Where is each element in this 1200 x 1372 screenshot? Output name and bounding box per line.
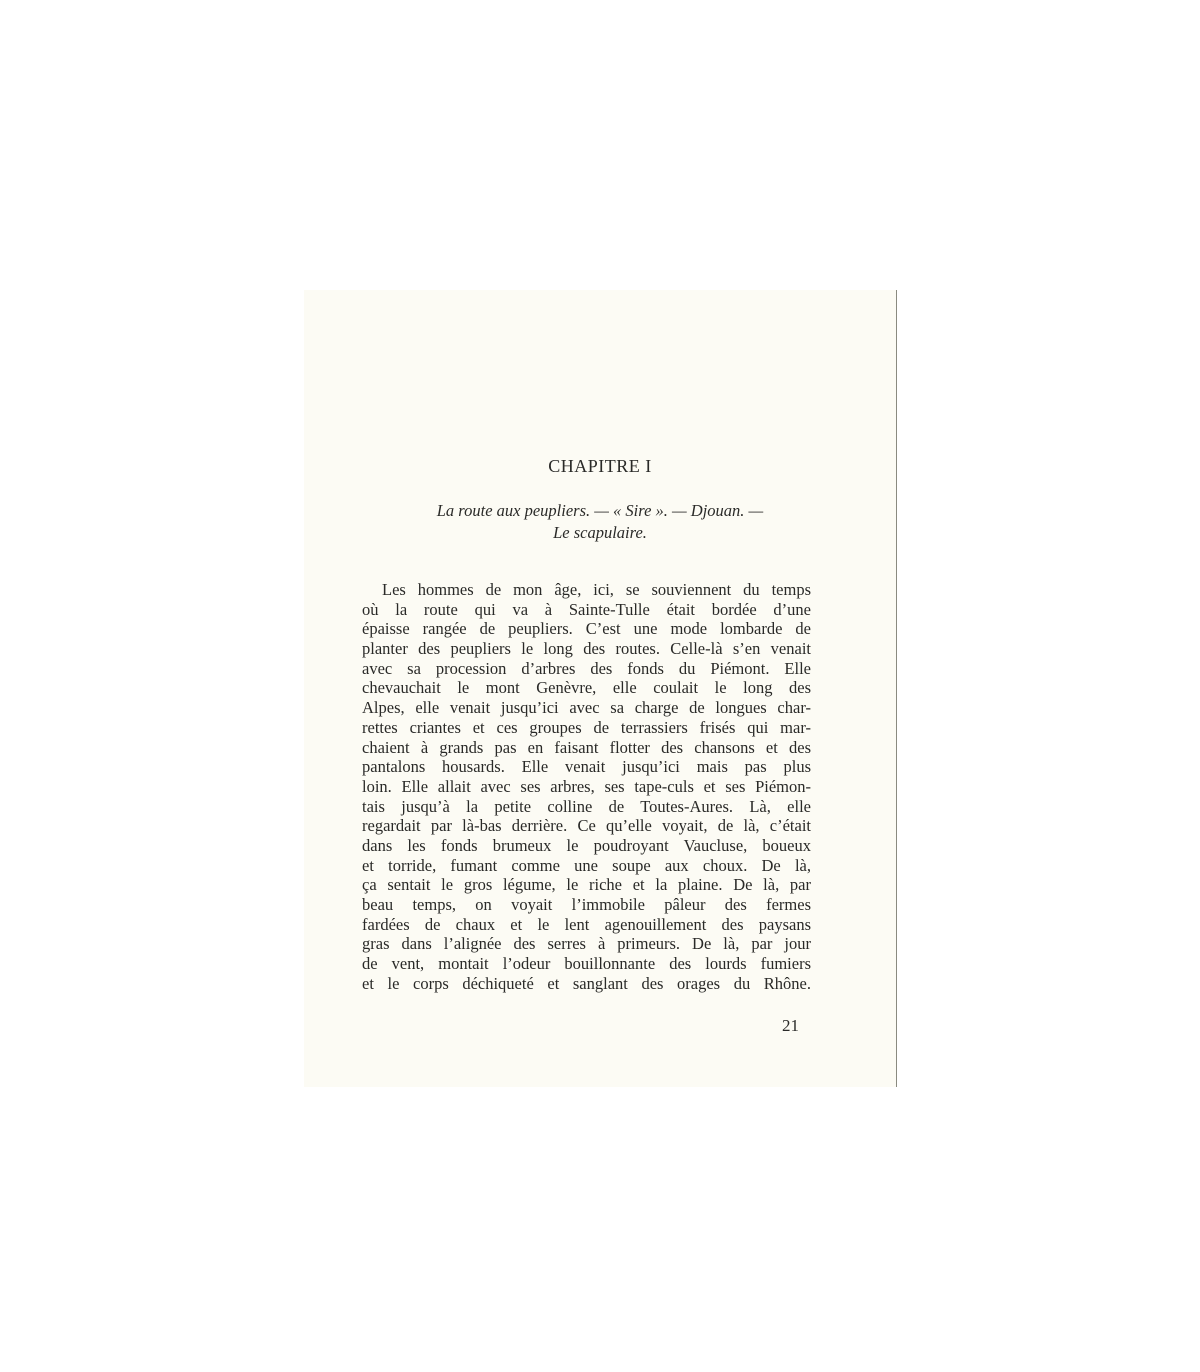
text-line: chaient à grands pas en faisant flotter des chansons et des (362, 737, 811, 757)
text-line: gras dans l’alignée des serres à primeurs. De là, par jour (362, 934, 811, 954)
text-line: Les hommes de mon âge, ici, se souviennent du temps (382, 580, 811, 599)
chapter-summary-line: Le scapulaire. (553, 523, 647, 542)
book-page (304, 290, 897, 1087)
text-line: ça sentait le gros légume, le riche et la plaine. De là, par (362, 875, 811, 895)
text-line: avec sa procession d’arbres des fonds du Piémont. Elle (362, 658, 811, 678)
chapter-summary (304, 500, 896, 544)
text-line: où la route qui va à Sainte-Tulle était bordée d’une (362, 599, 811, 619)
body-paragraph (362, 580, 811, 993)
text-line: épaisse rangée de peupliers. C’est une mode lombarde de (362, 619, 811, 639)
text-line: regardait par là-bas derrière. Ce qu’elle voyait, de là, c’était (362, 816, 811, 836)
text-line: et torride, fumant comme une soupe aux choux. De là, (362, 855, 811, 875)
text-line: de vent, montait l’odeur bouillonnante des lourds fumiers (362, 954, 811, 974)
text-line: tais jusqu’à la petite colline de Toutes-Aures. Là, elle (362, 796, 811, 816)
text-line: chevauchait le mont Genèvre, elle coulait le long des (362, 678, 811, 698)
chapter-title: CHAPITRE I (548, 456, 652, 476)
text-line: rettes criantes et ces groupes de terrassiers frisés qui mar- (362, 717, 811, 737)
text-line: dans les fonds brumeux le poudroyant Vaucluse, boueux (362, 835, 811, 855)
text-line: loin. Elle allait avec ses arbres, ses tape-culs et ses Piémon- (362, 776, 811, 796)
text-line: planter des peupliers le long des routes. Celle-là s’en venait (362, 639, 811, 659)
text-line: Alpes, elle venait jusqu’ici avec sa charge de longues char- (362, 698, 811, 718)
text-line: beau temps, on voyait l’immobile pâleur des fermes (362, 895, 811, 914)
text-line: pantalons housards. Elle venait jusqu’ici mais pas plus (362, 757, 811, 777)
text-line: fardées de chaux et le lent agenouillement des paysans (362, 914, 811, 934)
text-line: et le corps déchiqueté et sanglant des orages du Rhône. (362, 973, 811, 993)
chapter-summary-line: La route aux peupliers. — « Sire ». — Djouan. — (436, 501, 764, 520)
page-number: 21 (782, 1016, 799, 1035)
